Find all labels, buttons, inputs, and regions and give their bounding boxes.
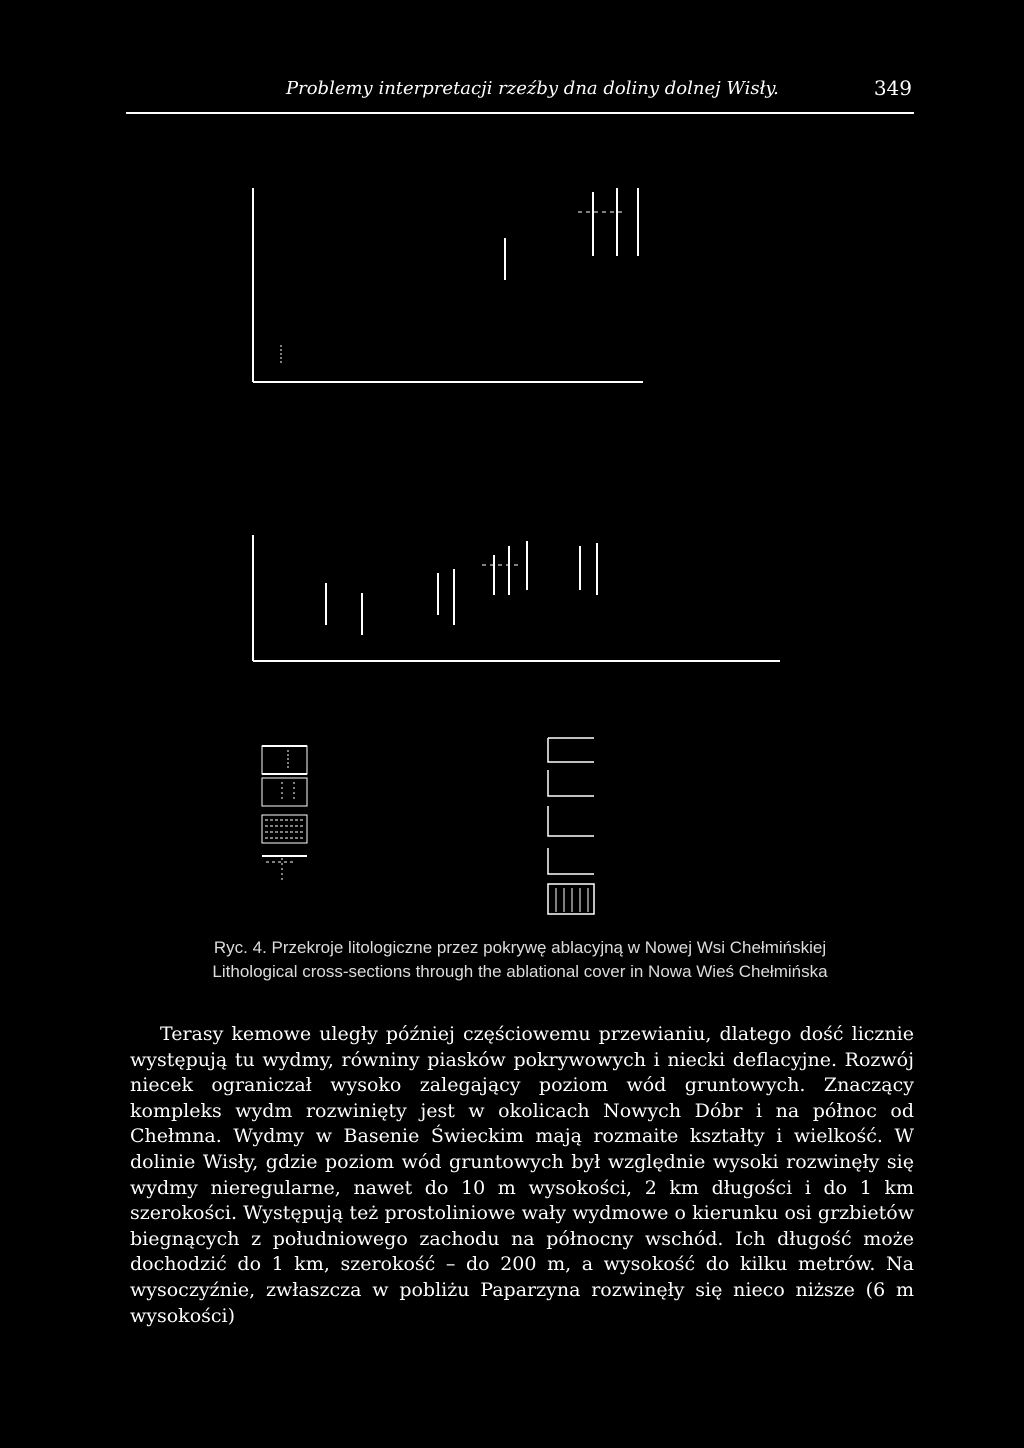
figure-caption: [126, 936, 914, 984]
cross-section-1: [253, 188, 643, 382]
legend-symbol: [548, 806, 594, 836]
legend-symbol: [262, 778, 307, 806]
running-title: Problemy interpretacji rzeźby dna doliny dolnej Wisły.: [286, 78, 779, 99]
legend-symbol: [262, 746, 307, 774]
page-number: 349: [873, 76, 912, 100]
legend-symbol: [548, 770, 594, 796]
caption-polish: Ryc. 4. Przekroje litologiczne przez pokrywę ablacyjną w Nowej Wsi Chełmińskiej: [213, 938, 827, 957]
caption-english: Lithological cross-sections through the ablational cover in Nowa Wieś Chełmińska: [212, 962, 828, 981]
legend-symbol: [262, 815, 307, 843]
legend-symbol: [548, 884, 594, 914]
legend-right: [548, 738, 594, 914]
legend-left: [262, 746, 307, 880]
legend-symbol: [548, 848, 594, 874]
legend-symbol: [548, 738, 594, 762]
page-header: [126, 76, 914, 114]
cross-section-2: [253, 535, 780, 661]
body-paragraph: Terasy kemowe uległy później częściowemu przewianiu, dlatego dość licznie występują tu wydmy, równiny piasków pokrywowych i niecki deflacyjne. Rozwój niecek ograniczał wysoko zalegający poziom wód gruntowych. Znaczący kompleks wydm rozwinięty jest w okolicach Nowych Dóbr i na północ od Chełmna. Wydmy w Basenie Świeckim mają rozmaite kształty i wielkość. W dolinie Wisły, gdzie poziom wód gruntowych był względnie wysoki rozwinęły się wydmy nieregularne, nawet do 10 m wysokości, 2 km długości i do 1 km szerokości. Występują też prostoliniowe wały wydmowe o kierunku osi grzbietów biegnących z południowego zachodu na północny wschód. Ich długość może dochodzić do 1 km, szerokość – do 200 m, a wysokość do kilku metrów. Na wysoczyźnie, zwłaszcza w pobliżu Paparzyna rozwinęły się nieco niższe (6 m wysokości): [130, 1023, 914, 1327]
lithological-cross-sections-figure: [0, 150, 1024, 930]
